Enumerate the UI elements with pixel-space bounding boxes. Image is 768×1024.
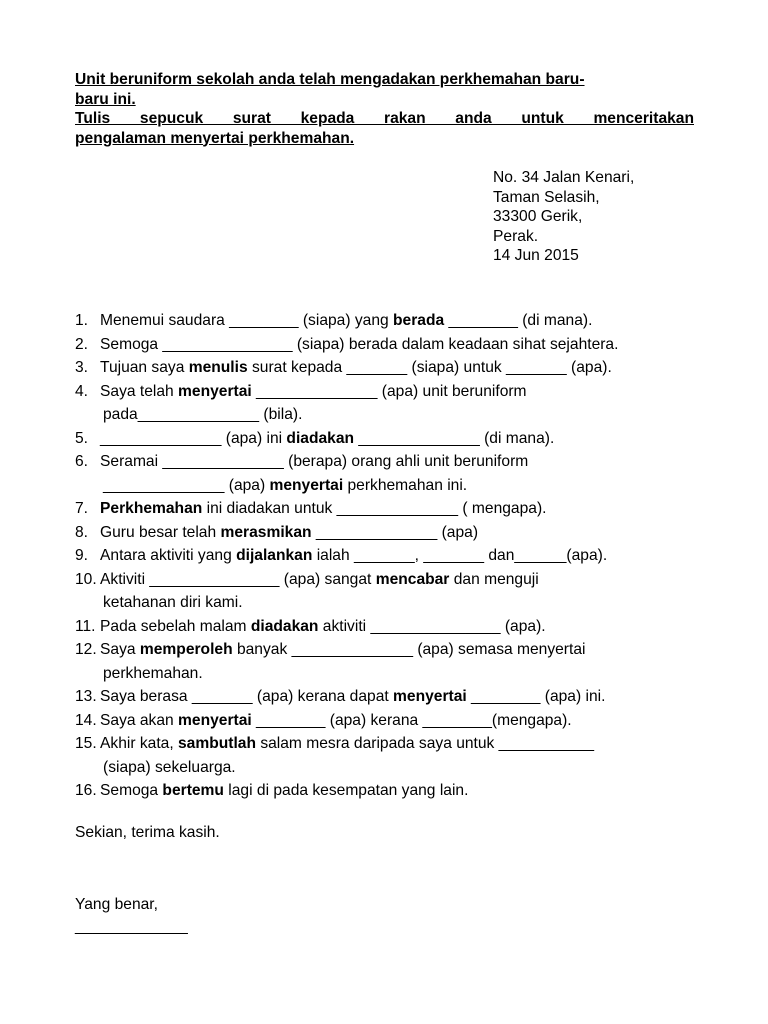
item-number: 10. xyxy=(75,570,97,588)
item-keyword: menulis xyxy=(188,359,248,376)
item-keyword: menyertai xyxy=(269,476,344,494)
item-continuation: perkhemahan. xyxy=(103,664,203,682)
item-text: ini diadakan untuk ______________ ( mengapa). xyxy=(202,500,547,517)
item-continuation: ______________ (apa) xyxy=(103,476,270,494)
item-text: Semoga _______________ (siapa) berada dalam keadaan sihat sejahtera. xyxy=(100,335,619,353)
item-number: 16. xyxy=(75,782,97,799)
item-text: Semoga xyxy=(100,782,163,799)
item-keyword: memperoleh xyxy=(139,641,233,658)
item-text: ______________ (di mana). xyxy=(354,429,555,447)
list-item xyxy=(75,427,715,451)
item-continuation: perkhemahan ini. xyxy=(343,476,468,494)
item-text: ialah _______, _______ dan______(apa). xyxy=(312,547,608,564)
item-keyword: sambutlah xyxy=(178,735,256,752)
list-item xyxy=(75,638,715,685)
item-keyword: merasmikan xyxy=(220,523,312,541)
item-text: Aktiviti _______________ (apa) sangat xyxy=(100,570,376,588)
list-item xyxy=(75,450,715,497)
item-text: ______________ (apa) xyxy=(311,523,479,541)
item-text: Antara aktiviti yang xyxy=(100,547,237,564)
item-text: Saya xyxy=(100,641,140,658)
item-keyword: mencabar xyxy=(375,570,450,588)
address-line-1: No. 34 Jalan Kenari, xyxy=(493,169,635,186)
address-line-2: Taman Selasih, xyxy=(493,188,600,206)
item-text: dan menguji xyxy=(449,570,539,588)
item-continuation: ketahanan diri kami. xyxy=(103,594,243,611)
item-keyword: berada xyxy=(393,312,445,329)
item-text: Saya akan xyxy=(100,711,179,729)
instruction-line-1: Unit beruniform sekolah anda telah mengadakan perkhemahan baru- xyxy=(75,71,585,88)
item-number: 1. xyxy=(75,312,89,329)
signature-line: _____________ xyxy=(75,918,188,935)
item-text: lagi di pada kesempatan yang lain. xyxy=(223,782,469,799)
signoff: Yang benar, xyxy=(75,896,158,913)
list-item xyxy=(75,309,715,333)
item-text: Akhir kata, xyxy=(100,735,178,752)
letter-date: 14 Jun 2015 xyxy=(493,247,579,264)
item-number: 12. xyxy=(75,641,97,658)
item-keyword: menyertai xyxy=(178,711,252,729)
list-item xyxy=(75,779,715,803)
address-line-4: Perak. xyxy=(493,227,539,245)
item-text: ________ (apa) ini. xyxy=(466,688,606,705)
item-keyword: diadakan xyxy=(250,617,319,635)
item-keyword: diadakan xyxy=(286,429,355,447)
item-text: Saya telah xyxy=(100,382,179,400)
item-number: 3. xyxy=(75,359,89,376)
item-keyword: menyertai xyxy=(393,688,467,705)
item-number: 14. xyxy=(75,711,97,729)
item-text: ________ (apa) kerana ________(mengapa). xyxy=(251,711,572,729)
item-number: 6. xyxy=(75,453,89,470)
item-text: Menemui saudara ________ (siapa) yang xyxy=(100,312,394,329)
numbered-list xyxy=(75,309,715,803)
item-text: ________ (di mana). xyxy=(444,312,593,329)
instructions xyxy=(75,70,694,148)
list-item xyxy=(75,521,715,545)
item-text: Seramai ______________ (berapa) orang ahli unit beruniform xyxy=(100,453,529,470)
item-number: 15. xyxy=(75,735,97,752)
list-item xyxy=(75,685,715,709)
item-text: salam mesra daripada saya untuk ___________ xyxy=(255,735,595,752)
item-text: aktiviti _______________ (apa). xyxy=(318,617,546,635)
item-number: 13. xyxy=(75,688,97,705)
item-text: surat kepada _______ (siapa) untuk _______ (apa). xyxy=(247,359,612,376)
item-number: 8. xyxy=(75,523,89,541)
item-text: Guru besar telah xyxy=(100,523,221,541)
item-keyword: dijalankan xyxy=(236,547,313,564)
item-text: Tujuan saya xyxy=(100,359,189,376)
sender-address xyxy=(493,168,634,266)
item-number: 5. xyxy=(75,429,89,447)
item-text: ______________ (apa) ini xyxy=(100,429,287,447)
item-continuation: pada______________ (bila). xyxy=(103,406,303,423)
list-item xyxy=(75,615,715,639)
list-item xyxy=(75,544,715,568)
item-number: 11. xyxy=(75,617,96,635)
item-text: Pada sebelah malam xyxy=(100,617,251,635)
item-number: 2. xyxy=(75,335,89,353)
item-keyword: menyertai xyxy=(178,382,252,400)
list-item xyxy=(75,356,715,380)
item-number: 4. xyxy=(75,382,89,400)
list-item xyxy=(75,333,715,357)
list-item xyxy=(75,709,715,733)
item-number: 9. xyxy=(75,547,89,564)
item-keyword: Perkhemahan xyxy=(100,500,203,517)
instruction-line-3: Tulis sepucuk surat kepada rakan anda untuk menceritakan xyxy=(75,110,694,127)
item-number: 7. xyxy=(75,500,89,517)
list-item xyxy=(75,568,715,615)
item-text: Saya berasa _______ (apa) kerana dapat xyxy=(100,688,394,705)
list-item xyxy=(75,732,715,779)
item-continuation: (siapa) sekeluarga. xyxy=(103,758,236,776)
instruction-line-2: baru ini. xyxy=(75,90,136,108)
list-item xyxy=(75,380,715,427)
instruction-line-4: pengalaman menyertai perkhemahan. xyxy=(75,129,355,147)
item-keyword: bertemu xyxy=(162,782,224,799)
list-item xyxy=(75,497,715,521)
item-text: banyak ______________ (apa) semasa menyertai xyxy=(232,641,586,658)
closing-line: Sekian, terima kasih. xyxy=(75,824,220,841)
item-text: ______________ (apa) unit beruniform xyxy=(251,382,527,400)
address-line-3: 33300 Gerik, xyxy=(493,208,583,225)
